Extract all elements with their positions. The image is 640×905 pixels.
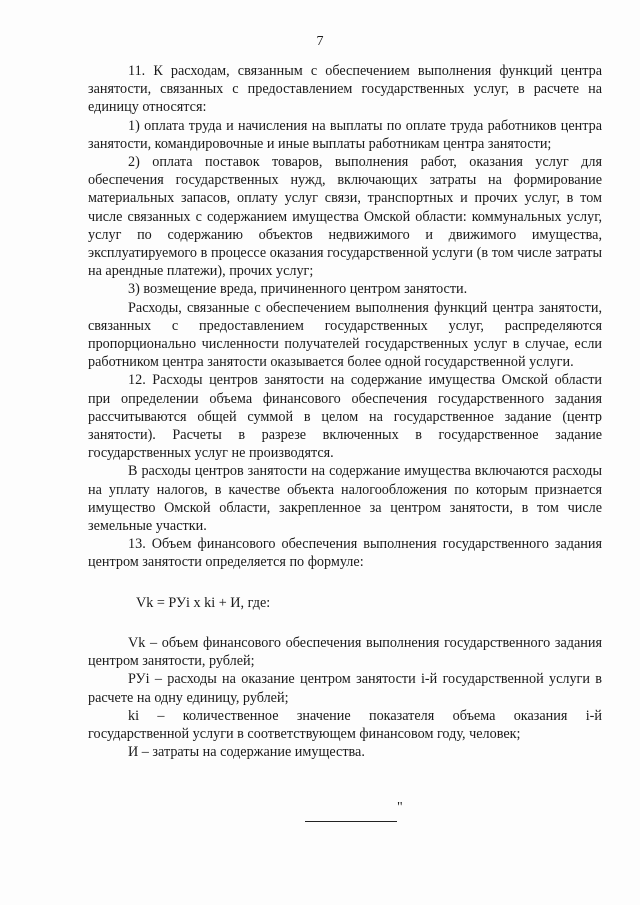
item-1: 1) оплата труда и начисления на выплаты по оплате труда работников центра занятости, командировочные и иные выплаты работникам центра занятости; bbox=[88, 117, 602, 152]
paragraph-13: 13. Объем финансового обеспечения выполнения государственного задания центром занятости определяется по формуле: bbox=[88, 536, 602, 571]
expenses-distribution-paragraph: Расходы, связанные с обеспечением выполнения функций центра занятости, связанных с предоставлением государственных услуг, распределяются пропорционально численности получателей государственных услуг в случае, если работником центра занятости оказывается более одной государственной услуги. bbox=[88, 299, 602, 371]
document-body bbox=[88, 62, 602, 761]
definition-i: И – затраты на содержание имущества. bbox=[128, 744, 365, 761]
definition-k: ki – количественное значение показателя объема оказания i-й государственной услуги в соответствующем финансовом году, человек; bbox=[88, 707, 602, 742]
page-number: 7 bbox=[316, 34, 324, 49]
formula: Vk = РУi x ki + И, где: bbox=[136, 594, 271, 611]
paragraph-12: 12. Расходы центров занятости на содержание имущества Омской области при определении объема финансового обеспечения государственного задания рассчитываются общей суммой в целом на государственное задание (центр занятости). Расчеты в разрезе включенных в государственное задание государственных услуг не производятся. bbox=[88, 372, 602, 462]
closing-quote: " bbox=[397, 800, 403, 815]
paragraph-11: 11. К расходам, связанным с обеспечением выполнения функций центра занятости, связанных с предоставлением государственных услуг, в расчете на единицу относятся: bbox=[88, 63, 602, 116]
property-expenses-paragraph: В расходы центров занятости на содержание имущества включаются расходы на уплату налогов, в качестве объекта налогообложения по которым признается имущество Омской области, закрепленное за центром занятости, в том числе земельные участки. bbox=[88, 463, 602, 535]
definition-ru: РУi – расходы на оказание центром занятости i-й государственной услуги в расчете на одну единицу, рублей; bbox=[88, 671, 602, 706]
end-rule bbox=[305, 821, 397, 822]
item-3: 3) возмещение вреда, причиненного центром занятости. bbox=[128, 281, 468, 298]
item-2: 2) оплата поставок товаров, выполнения работ, оказания услуг для обеспечения государственных нужд, включающих затраты на формирование материальных запасов, оплату услуг связи, транспортных и прочих услуг, в том числе связанных с содержанием имущества Омской области: коммунальных услуг, услуг по содержанию объектов недвижимого и движимого имущества, эксплуатируемого в процессе оказания государственной услуги (в том числе затраты на арендные платежи), прочих услуг; bbox=[88, 154, 602, 280]
definition-vk: Vk – объем финансового обеспечения выполнения государственного задания центром занятости, рублей; bbox=[88, 634, 602, 670]
